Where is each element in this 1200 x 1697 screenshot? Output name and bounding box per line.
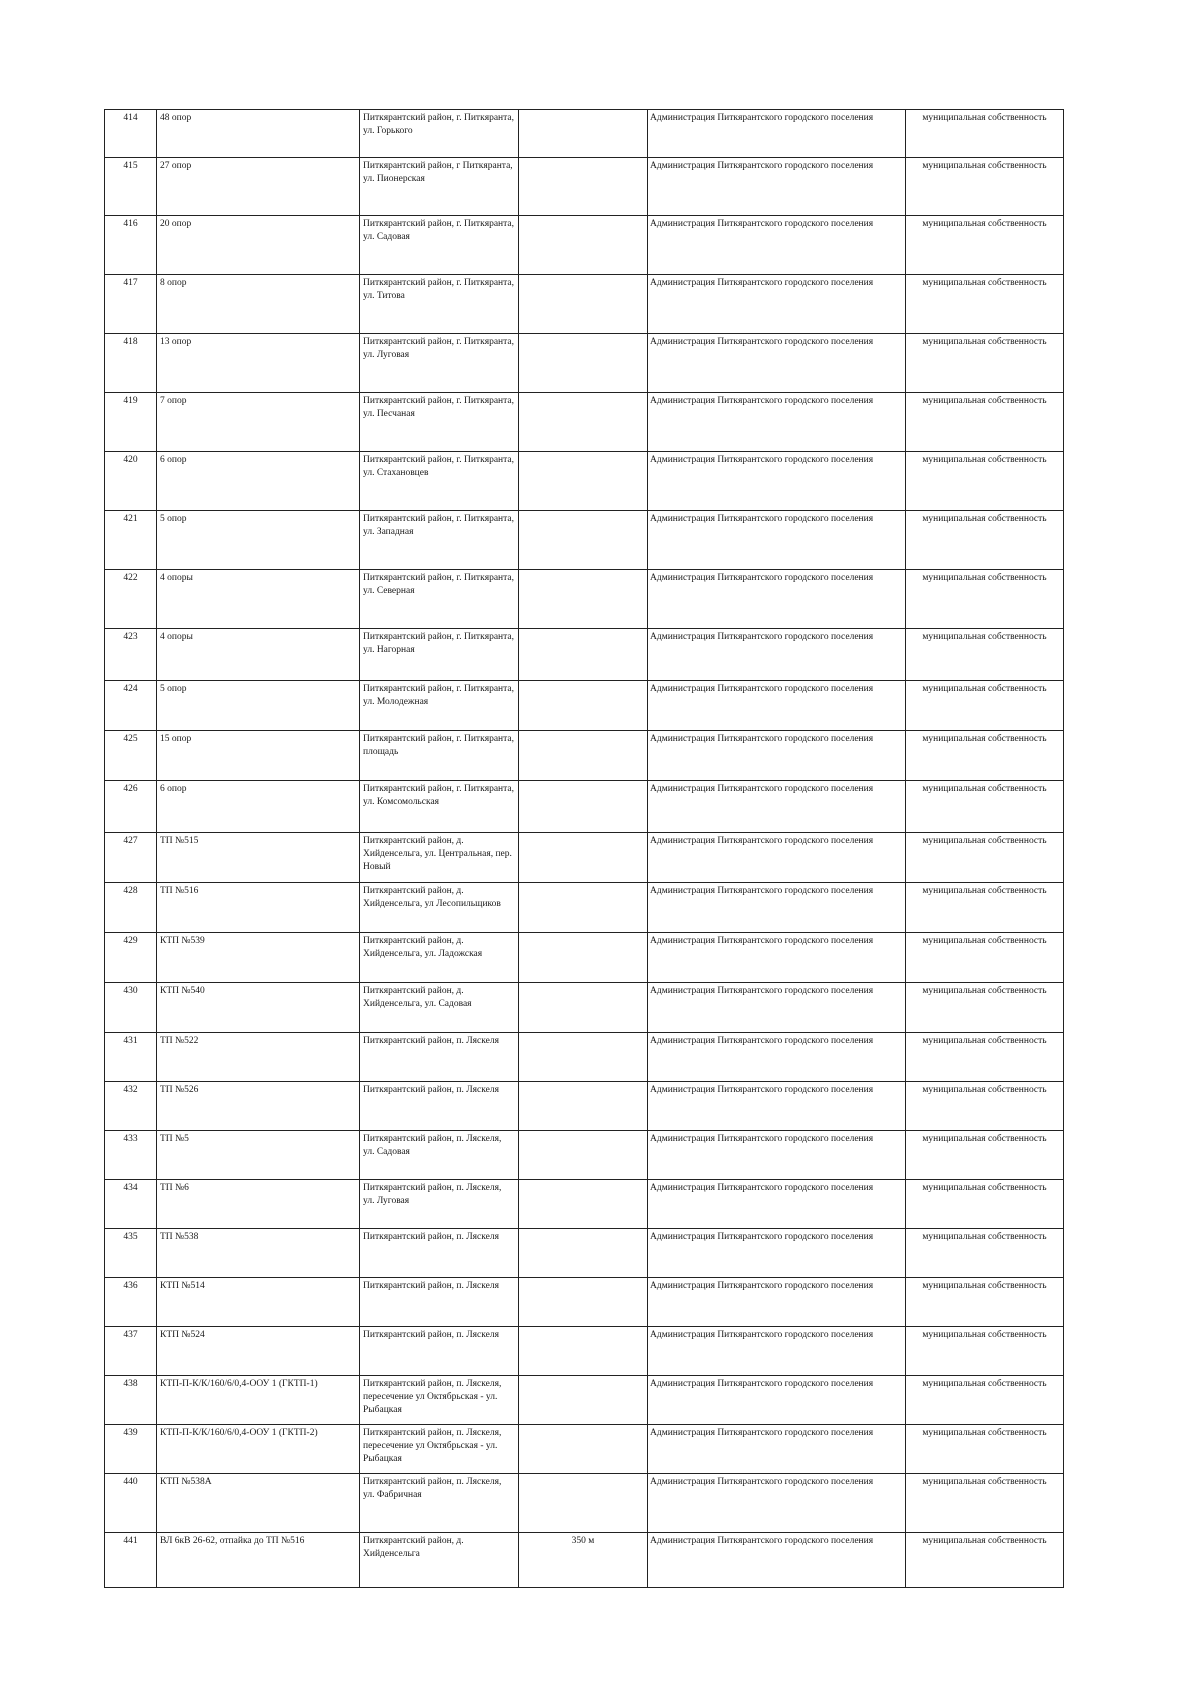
rights-holder-cell: Администрация Питкярантского городского поселения [648, 1229, 906, 1278]
ownership-type-cell: муниципальная собственность [906, 334, 1064, 393]
table-row [105, 781, 1064, 833]
object-address-cell: Питкярантский район, г. Питкяранта, ул. Песчаная [360, 393, 519, 452]
object-address-cell: Питкярантский район, п. Ляскеля, пересечение ул Октябрьская - ул. Рыбацкая [360, 1376, 519, 1425]
object-length-cell [519, 781, 648, 833]
rights-holder-cell: Администрация Питкярантского городского поселения [648, 570, 906, 629]
object-length-cell [519, 1229, 648, 1278]
table-row [105, 1376, 1064, 1425]
rights-holder-cell: Администрация Питкярантского городского поселения [648, 781, 906, 833]
row-number-cell: 439 [105, 1425, 157, 1474]
object-address-cell: Питкярантский район, г. Питкяранта, ул. Молодежная [360, 681, 519, 731]
ownership-type-cell: муниципальная собственность [906, 1474, 1064, 1533]
row-number-cell: 435 [105, 1229, 157, 1278]
object-address-cell: Питкярантский район, п. Ляскеля, ул. Фабричная [360, 1474, 519, 1533]
table-row [105, 681, 1064, 731]
rights-holder-cell: Администрация Питкярантского городского поселения [648, 1278, 906, 1327]
object-address-cell: Питкярантский район, п. Ляскеля [360, 1327, 519, 1376]
object-name-cell: 5 опор [157, 511, 360, 570]
row-number-cell: 418 [105, 334, 157, 393]
ownership-type-cell: муниципальная собственность [906, 452, 1064, 511]
object-name-cell: 6 опор [157, 452, 360, 511]
object-name-cell: ТП №515 [157, 833, 360, 883]
row-number-cell: 428 [105, 883, 157, 933]
table-row [105, 731, 1064, 781]
table-row [105, 334, 1064, 393]
ownership-type-cell: муниципальная собственность [906, 933, 1064, 983]
object-length-cell: 350 м [519, 1533, 648, 1588]
object-address-cell: Питкярантский район, г. Питкяранта, ул. Луговая [360, 334, 519, 393]
table-row [105, 1474, 1064, 1533]
table-row [105, 393, 1064, 452]
rights-holder-cell: Администрация Питкярантского городского поселения [648, 933, 906, 983]
object-address-cell: Питкярантский район, д. Хийденсельга, ул Лесопильщиков [360, 883, 519, 933]
object-address-cell: Питкярантский район, г. Питкяранта, ул. Западная [360, 511, 519, 570]
object-length-cell [519, 933, 648, 983]
object-name-cell: КТП-П-К/К/160/6/0,4-ООУ 1 (ГКТП-2) [157, 1425, 360, 1474]
table-row [105, 1425, 1064, 1474]
ownership-type-cell: муниципальная собственность [906, 110, 1064, 158]
object-length-cell [519, 1131, 648, 1180]
rights-holder-cell: Администрация Питкярантского городского поселения [648, 334, 906, 393]
object-address-cell: Питкярантский район, п. Ляскеля [360, 1278, 519, 1327]
rights-holder-cell: Администрация Питкярантского городского поселения [648, 629, 906, 681]
ownership-type-cell: муниципальная собственность [906, 883, 1064, 933]
object-name-cell: КТП №514 [157, 1278, 360, 1327]
object-address-cell: Питкярантский район, г. Питкяранта, ул. Садовая [360, 216, 519, 275]
object-address-cell: Питкярантский район, г. Питкяранта, ул. Нагорная [360, 629, 519, 681]
object-name-cell: ТП №526 [157, 1082, 360, 1131]
rights-holder-cell: Администрация Питкярантского городского поселения [648, 1474, 906, 1533]
rights-holder-cell: Администрация Питкярантского городского поселения [648, 158, 906, 216]
ownership-type-cell: муниципальная собственность [906, 1229, 1064, 1278]
row-number-cell: 414 [105, 110, 157, 158]
object-length-cell [519, 1376, 648, 1425]
ownership-type-cell: муниципальная собственность [906, 511, 1064, 570]
object-name-cell: КТП №524 [157, 1327, 360, 1376]
rights-holder-cell: Администрация Питкярантского городского поселения [648, 1033, 906, 1082]
row-number-cell: 432 [105, 1082, 157, 1131]
object-length-cell [519, 833, 648, 883]
table-row [105, 275, 1064, 334]
object-length-cell [519, 511, 648, 570]
object-address-cell: Питкярантский район, г. Питкяранта, ул. Стахановцев [360, 452, 519, 511]
ownership-type-cell: муниципальная собственность [906, 1180, 1064, 1229]
object-address-cell: Питкярантский район, п. Ляскеля, пересечение ул Октябрьская - ул. Рыбацкая [360, 1425, 519, 1474]
ownership-type-cell: муниципальная собственность [906, 158, 1064, 216]
table-row [105, 629, 1064, 681]
row-number-cell: 424 [105, 681, 157, 731]
row-number-cell: 426 [105, 781, 157, 833]
object-address-cell: Питкярантский район, п. Ляскеля, ул. Садовая [360, 1131, 519, 1180]
object-length-cell [519, 216, 648, 275]
object-address-cell: Питкярантский район, д. Хийденсельга, ул. Центральная, пер. Новый [360, 833, 519, 883]
rights-holder-cell: Администрация Питкярантского городского поселения [648, 681, 906, 731]
ownership-type-cell: муниципальная собственность [906, 681, 1064, 731]
rights-holder-cell: Администрация Питкярантского городского поселения [648, 983, 906, 1033]
object-length-cell [519, 1033, 648, 1082]
rights-holder-cell: Администрация Питкярантского городского поселения [648, 883, 906, 933]
table-row [105, 933, 1064, 983]
ownership-type-cell: муниципальная собственность [906, 731, 1064, 781]
ownership-type-cell: муниципальная собственность [906, 393, 1064, 452]
object-length-cell [519, 393, 648, 452]
row-number-cell: 425 [105, 731, 157, 781]
object-name-cell: 4 опоры [157, 629, 360, 681]
row-number-cell: 440 [105, 1474, 157, 1533]
ownership-type-cell: муниципальная собственность [906, 629, 1064, 681]
object-name-cell: КТП №538А [157, 1474, 360, 1533]
ownership-type-cell: муниципальная собственность [906, 833, 1064, 883]
object-name-cell: ВЛ 6кВ 26-62, отпайка до ТП №516 [157, 1533, 360, 1588]
table-row [105, 1533, 1064, 1588]
row-number-cell: 427 [105, 833, 157, 883]
table-row [105, 1131, 1064, 1180]
ownership-type-cell: муниципальная собственность [906, 1425, 1064, 1474]
object-address-cell: Питкярантский район, п. Ляскеля [360, 1229, 519, 1278]
rights-holder-cell: Администрация Питкярантского городского поселения [648, 275, 906, 334]
table-row [105, 158, 1064, 216]
row-number-cell: 438 [105, 1376, 157, 1425]
object-length-cell [519, 1425, 648, 1474]
row-number-cell: 436 [105, 1278, 157, 1327]
object-length-cell [519, 158, 648, 216]
ownership-type-cell: муниципальная собственность [906, 1033, 1064, 1082]
row-number-cell: 437 [105, 1327, 157, 1376]
row-number-cell: 422 [105, 570, 157, 629]
table-row [105, 1327, 1064, 1376]
ownership-type-cell: муниципальная собственность [906, 1327, 1064, 1376]
object-name-cell: 5 опор [157, 681, 360, 731]
object-name-cell: 7 опор [157, 393, 360, 452]
rights-holder-cell: Администрация Питкярантского городского поселения [648, 1425, 906, 1474]
object-length-cell [519, 1278, 648, 1327]
object-length-cell [519, 883, 648, 933]
object-length-cell [519, 452, 648, 511]
object-length-cell [519, 110, 648, 158]
row-number-cell: 434 [105, 1180, 157, 1229]
object-name-cell: ТП №538 [157, 1229, 360, 1278]
table-row [105, 1082, 1064, 1131]
object-length-cell [519, 681, 648, 731]
ownership-type-cell: муниципальная собственность [906, 781, 1064, 833]
rights-holder-cell: Администрация Питкярантского городского поселения [648, 511, 906, 570]
ownership-type-cell: муниципальная собственность [906, 1376, 1064, 1425]
row-number-cell: 421 [105, 511, 157, 570]
table-row [105, 1278, 1064, 1327]
object-address-cell: Питкярантский район, д. Хийденсельга [360, 1533, 519, 1588]
table-row [105, 883, 1064, 933]
ownership-type-cell: муниципальная собственность [906, 1278, 1064, 1327]
ownership-type-cell: муниципальная собственность [906, 1131, 1064, 1180]
row-number-cell: 417 [105, 275, 157, 334]
object-name-cell: 13 опор [157, 334, 360, 393]
property-registry-table [104, 109, 1064, 1588]
object-length-cell [519, 629, 648, 681]
row-number-cell: 429 [105, 933, 157, 983]
object-address-cell: Питкярантский район, г Питкяранта, ул. Пионерская [360, 158, 519, 216]
object-length-cell [519, 1180, 648, 1229]
object-address-cell: Питкярантский район, д. Хийденсельга, ул. Ладожская [360, 933, 519, 983]
object-name-cell: ТП №6 [157, 1180, 360, 1229]
table-row [105, 1229, 1064, 1278]
rights-holder-cell: Администрация Питкярантского городского поселения [648, 110, 906, 158]
object-name-cell: 15 опор [157, 731, 360, 781]
object-name-cell: 20 опор [157, 216, 360, 275]
object-length-cell [519, 275, 648, 334]
table-row [105, 1033, 1064, 1082]
object-length-cell [519, 731, 648, 781]
rights-holder-cell: Администрация Питкярантского городского поселения [648, 1327, 906, 1376]
object-address-cell: Питкярантский район, г. Питкяранта, ул. Комсомольская [360, 781, 519, 833]
row-number-cell: 419 [105, 393, 157, 452]
object-name-cell: 6 опор [157, 781, 360, 833]
object-name-cell: КТП №540 [157, 983, 360, 1033]
row-number-cell: 433 [105, 1131, 157, 1180]
row-number-cell: 430 [105, 983, 157, 1033]
rights-holder-cell: Администрация Питкярантского городского поселения [648, 1131, 906, 1180]
table-row [105, 570, 1064, 629]
object-address-cell: Питкярантский район, г. Питкяранта, ул. Титова [360, 275, 519, 334]
object-name-cell: 4 опоры [157, 570, 360, 629]
object-name-cell: ТП №516 [157, 883, 360, 933]
rights-holder-cell: Администрация Питкярантского городского поселения [648, 731, 906, 781]
rights-holder-cell: Администрация Питкярантского городского поселения [648, 1180, 906, 1229]
table-row [105, 1180, 1064, 1229]
object-name-cell: 48 опор [157, 110, 360, 158]
table-row [105, 452, 1064, 511]
object-length-cell [519, 334, 648, 393]
row-number-cell: 441 [105, 1533, 157, 1588]
table-row [105, 110, 1064, 158]
object-length-cell [519, 1474, 648, 1533]
object-address-cell: Питкярантский район, г. Питкяранта, ул. Горького [360, 110, 519, 158]
object-length-cell [519, 570, 648, 629]
table-row [105, 983, 1064, 1033]
ownership-type-cell: муниципальная собственность [906, 216, 1064, 275]
rights-holder-cell: Администрация Питкярантского городского поселения [648, 1533, 906, 1588]
row-number-cell: 420 [105, 452, 157, 511]
registry-table-body [105, 110, 1064, 1588]
ownership-type-cell: муниципальная собственность [906, 1533, 1064, 1588]
ownership-type-cell: муниципальная собственность [906, 275, 1064, 334]
object-name-cell: 27 опор [157, 158, 360, 216]
row-number-cell: 423 [105, 629, 157, 681]
object-address-cell: Питкярантский район, п. Ляскеля, ул. Луговая [360, 1180, 519, 1229]
object-address-cell: Питкярантский район, п. Ляскеля [360, 1033, 519, 1082]
rights-holder-cell: Администрация Питкярантского городского поселения [648, 216, 906, 275]
object-name-cell: КТП-П-К/К/160/6/0,4-ООУ 1 (ГКТП-1) [157, 1376, 360, 1425]
object-length-cell [519, 1082, 648, 1131]
object-name-cell: ТП №5 [157, 1131, 360, 1180]
object-name-cell: 8 опор [157, 275, 360, 334]
row-number-cell: 415 [105, 158, 157, 216]
object-name-cell: ТП №522 [157, 1033, 360, 1082]
rights-holder-cell: Администрация Питкярантского городского поселения [648, 393, 906, 452]
object-name-cell: КТП №539 [157, 933, 360, 983]
rights-holder-cell: Администрация Питкярантского городского поселения [648, 452, 906, 511]
object-address-cell: Питкярантский район, д. Хийденсельга, ул. Садовая [360, 983, 519, 1033]
table-row [105, 511, 1064, 570]
ownership-type-cell: муниципальная собственность [906, 983, 1064, 1033]
table-row [105, 216, 1064, 275]
row-number-cell: 416 [105, 216, 157, 275]
object-address-cell: Питкярантский район, г. Питкяранта, ул. Северная [360, 570, 519, 629]
ownership-type-cell: муниципальная собственность [906, 1082, 1064, 1131]
object-length-cell [519, 983, 648, 1033]
object-address-cell: Питкярантский район, п. Ляскеля [360, 1082, 519, 1131]
row-number-cell: 431 [105, 1033, 157, 1082]
object-length-cell [519, 1327, 648, 1376]
ownership-type-cell: муниципальная собственность [906, 570, 1064, 629]
rights-holder-cell: Администрация Питкярантского городского поселения [648, 833, 906, 883]
table-row [105, 833, 1064, 883]
rights-holder-cell: Администрация Питкярантского городского поселения [648, 1376, 906, 1425]
object-address-cell: Питкярантский район, г. Питкяранта, площадь [360, 731, 519, 781]
rights-holder-cell: Администрация Питкярантского городского поселения [648, 1082, 906, 1131]
